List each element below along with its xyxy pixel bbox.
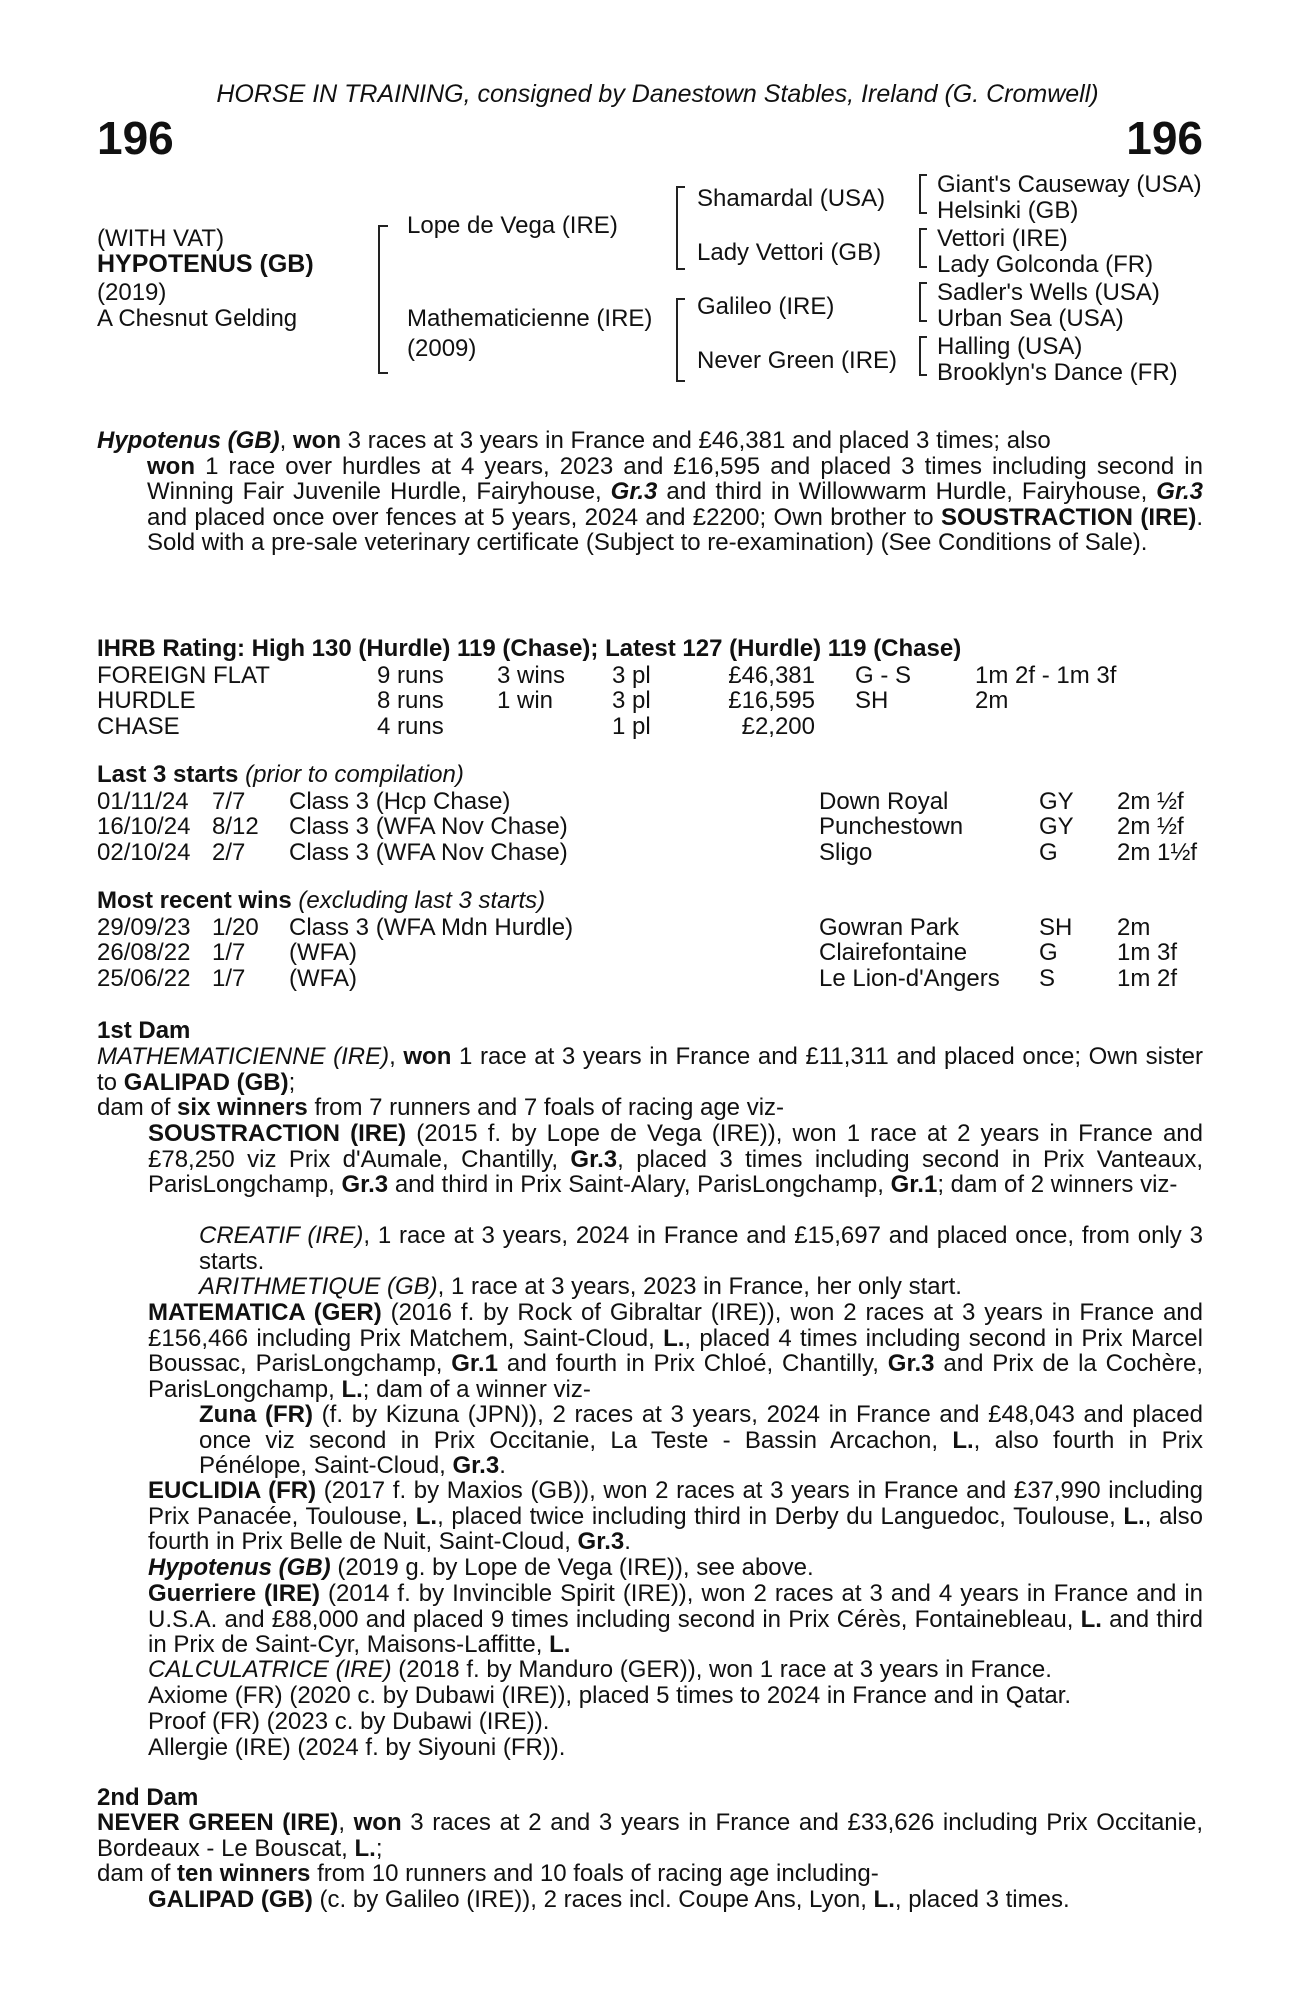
pedigree-sds: Vettori (IRE) [937,225,1068,252]
ratings-type: CHASE [97,712,180,740]
ratings-type: FOREIGN FLAT [97,662,270,689]
last3-pos: 2/7 [212,838,246,866]
last3-course: Punchestown [819,813,964,841]
consignor-title: HORSE IN TRAINING, consigned by Danestown Stables, Ireland (G. Cromwell) [216,80,1099,108]
recent-going: S [1039,964,1056,992]
brace-sire-dam [378,225,388,374]
pedigree-dd: Never Green (IRE) [697,347,898,374]
dam1-name: MATHEMATICIENNE (IRE) [97,1043,390,1070]
recent-dist: 2m [1117,914,1151,941]
recent-pos: 1/7 [212,939,246,967]
foal-galipad: GALIPAD (GB) (c. by Galileo (IRE)), 2 races incl. Coupe Ans, Lyon, L., placed 3 times. [148,1886,1070,1913]
last3-date: 16/10/24 [97,813,191,841]
recent-race: (WFA) [289,939,357,967]
dam2-name: NEVER GREEN (IRE) [97,1809,339,1836]
last3-race: Class 3 (WFA Nov Chase) [289,838,568,866]
foal-creatif: CREATIF (IRE), 1 race at 3 years, 2024 in France and £15,697 and placed once, from only 3 starts. [199,1222,1203,1275]
brace-g1 [919,174,927,214]
horse-description: A Chesnut Gelding [97,305,298,332]
recent-pos: 1/20 [212,914,259,941]
pedigree-dam: Mathematicienne (IRE) [407,305,653,332]
foal-soustraction: SOUSTRACTION (IRE) (2015 f. by Lope de Vega (IRE)), won 1 race at 2 years in France and £78,250 viz Prix d'Aumale, Chantilly, Gr.3, placed 3 times including second in Prix Vanteaux, ParisLongchamp, Gr.3 and third in Prix Saint-Alary, ParisLongchamp, Gr.1; dam of 2 winners viz- [148,1120,1204,1199]
pedigree-ds: Galileo (IRE) [697,293,835,320]
pedigree-dam-year: (2009) [407,335,477,362]
ratings-wins: 1 win [497,687,554,715]
recent-heading-line: Most recent wins (excluding last 3 starts) [97,887,546,914]
pedigree-ssd: Helsinki (GB) [937,197,1079,224]
last3-dist: 2m ½f [1117,788,1184,815]
last3-date: 01/11/24 [97,788,189,815]
pedigree-ddd: Brooklyn's Dance (FR) [937,359,1178,386]
foal-zuna: Zuna (FR) (f. by Kizuna (JPN)), 2 races at 3 years, 2024 in France and £48,043 and placed once viz second in Prix Occitanie, La Teste - Bassin Arcachon, L., also fourth in Prix Pénélope, Saint-Cloud, Gr.3. [199,1401,1204,1480]
last3-going: G [1039,838,1058,866]
recent-going: SH [1039,914,1073,941]
ratings-prize: £16,595 [728,687,815,715]
pedigree-sss: Giant's Causeway (USA) [937,171,1202,198]
last3-heading-line: Last 3 starts (prior to compilation) [97,761,464,788]
summary-horse-name: Hypotenus (GB) [97,427,280,454]
foal-axiome: Axiome (FR) (2020 c. by Dubawi (IRE)), placed 5 times to 2024 in France and in Qatar. [148,1682,1072,1709]
brace-g2 [919,228,927,268]
brace-g3 [919,282,927,322]
ratings-dist: 1m 2f - 1m 3f [975,662,1117,689]
brace-sire-parents [676,186,685,270]
ratings-pl: 3 pl [612,662,651,689]
pedigree-sd: Lady Vettori (GB) [697,239,882,266]
ratings-runs: 9 runs [377,662,444,689]
last3-going: GY [1039,813,1074,841]
foal-proof: Proof (FR) (2023 c. by Dubawi (IRE)). [148,1708,550,1735]
last3-race: Class 3 (Hcp Chase) [289,788,511,815]
pedigree-dds: Halling (USA) [937,333,1083,360]
ratings-pl: 3 pl [612,687,651,715]
last3-date: 02/10/24 [97,838,191,866]
ratings-type: HURDLE [97,687,196,715]
last3-race: Class 3 (WFA Nov Chase) [289,813,568,841]
dam2-produce-intro: dam of ten winners from 10 runners and 10 foals of racing age including- [97,1860,879,1887]
horse-name: HYPOTENUS (GB) [97,250,314,278]
horse-year: (2019) [97,279,167,306]
foal-matematica: MATEMATICA (GER) (2016 f. by Rock of Gibraltar (IRE)), won 2 races at 3 years in France and £156,466 including Prix Matchem, Saint-Cloud, L., placed 4 times including second in Prix Marcel Boussac, ParisLongchamp, Gr.1 and fourth in Prix Chloé, Chantilly, Gr.3 and Prix de la Cochère, ParisLongchamp, L.; dam of a winner viz- [148,1299,1203,1403]
recent-dist: 1m 3f [1117,939,1178,967]
dam1-heading: 1st Dam [97,1017,191,1044]
recent-date: 26/08/22 [97,939,191,967]
last3-dist: 2m 1½f [1117,838,1198,866]
recent-course: Gowran Park [819,914,960,941]
recent-going: G [1039,939,1058,967]
foal-arithmetique: ARITHMETIQUE (GB), 1 race at 3 years, 2023 in France, her only start. [199,1273,962,1300]
race-summary: Hypotenus (GB), won 3 races at 3 years in France and £46,381 and placed 3 times; also won 1 race over hurdles at 4 years, 2023 and £16,595 and placed 3 times including second in Winning Fair Juvenile Hurdle, Fairyhouse, Gr.3 and third in Willowwarm Hurdle, Fairyhouse, Gr.3 and placed once over fences at 5 years, 2024 and £2200; Own brother to SOUSTRACTION (IRE). Sold with a pre-sale veterinary certificate (Subject to re-examination) (See Conditions of Sale). [97,427,1203,557]
dam1-record: MATHEMATICIENNE (IRE), won 1 race at 3 years in France and £11,311 and placed once; Own sister to GALIPAD (GB); [97,1043,1203,1096]
ratings-prize: £46,381 [728,662,815,689]
recent-dist: 1m 2f [1117,964,1178,992]
pedigree-ss: Shamardal (USA) [697,185,886,212]
last3-pos: 7/7 [212,788,246,815]
ratings-going: SH [855,687,889,715]
foal-allergie: Allergie (IRE) (2024 f. by Siyouni (FR)). [148,1734,566,1761]
dam2-heading: 2nd Dam [97,1784,199,1811]
last3-dist: 2m ½f [1117,813,1184,841]
recent-course: Le Lion-d'Angers [819,964,1000,992]
ratings-heading: IHRB Rating: High 130 (Hurdle) 119 (Chase); Latest 127 (Hurdle) 119 (Chase) [97,635,962,662]
recent-course: Clairefontaine [819,939,968,967]
brace-dam-parents [676,298,685,382]
last3-going: GY [1039,788,1074,815]
pedigree-dss: Sadler's Wells (USA) [937,279,1160,306]
lot-number-left: 196 [97,112,174,164]
ratings-wins: 3 wins [497,662,566,689]
pedigree-sire: Lope de Vega (IRE) [407,212,618,239]
last3-course: Down Royal [819,788,949,815]
pedigree-dsd: Urban Sea (USA) [937,305,1124,332]
foal-hypotenus: Hypotenus (GB) (2019 g. by Lope de Vega (IRE)), see above. [148,1554,814,1581]
last3-pos: 8/12 [212,813,259,841]
foal-calculatrice: CALCULATRICE (IRE) (2018 f. by Manduro (GER)), won 1 race at 3 years in France. [148,1656,1052,1683]
foal-guerriere: Guerriere (IRE) (2014 f. by Invincible Spirit (IRE)), won 2 races at 3 and 4 years in France and in U.S.A. and £88,000 and placed 9 times including second in Prix Cérès, Fontainebleau, L. and third in Prix de Saint-Cyr, Maisons-Laffitte, L. [148,1580,1204,1659]
lot-number-right: 196 [1126,112,1203,164]
pedigree-sdd: Lady Golconda (FR) [937,251,1154,278]
recent-pos: 1/7 [212,964,246,992]
ratings-runs: 8 runs [377,687,444,715]
recent-date: 29/09/23 [97,914,191,941]
summary-brother: SOUSTRACTION (IRE) [940,503,1197,531]
recent-race: (WFA) [289,964,357,992]
dam1-produce-intro: dam of six winners from 7 runners and 7 foals of racing age viz- [97,1094,785,1121]
vat-note: (WITH VAT) [97,225,225,252]
recent-date: 25/06/22 [97,964,191,992]
ratings-pl: 1 pl [612,712,651,740]
foal-euclidia: EUCLIDIA (FR) (2017 f. by Maxios (GB)), won 2 races at 3 years in France and £37,990 including Prix Panacée, Toulouse, L., placed twice including third in Derby du Languedoc, Toulouse, L., also fourth in Prix Belle de Nuit, Saint-Cloud, Gr.3. [148,1477,1203,1556]
dam2-record: NEVER GREEN (IRE), won 3 races at 2 and 3 years in France and £33,626 including Prix Occitanie, Bordeaux - Le Bouscat, L.; [97,1809,1203,1862]
last3-course: Sligo [819,838,873,866]
brace-g4 [919,336,927,376]
ratings-going: G - S [855,662,912,689]
ratings-dist: 2m [975,687,1009,715]
recent-race: Class 3 (WFA Mdn Hurdle) [289,914,574,941]
ratings-prize: £2,200 [741,712,815,740]
ratings-runs: 4 runs [377,712,444,740]
